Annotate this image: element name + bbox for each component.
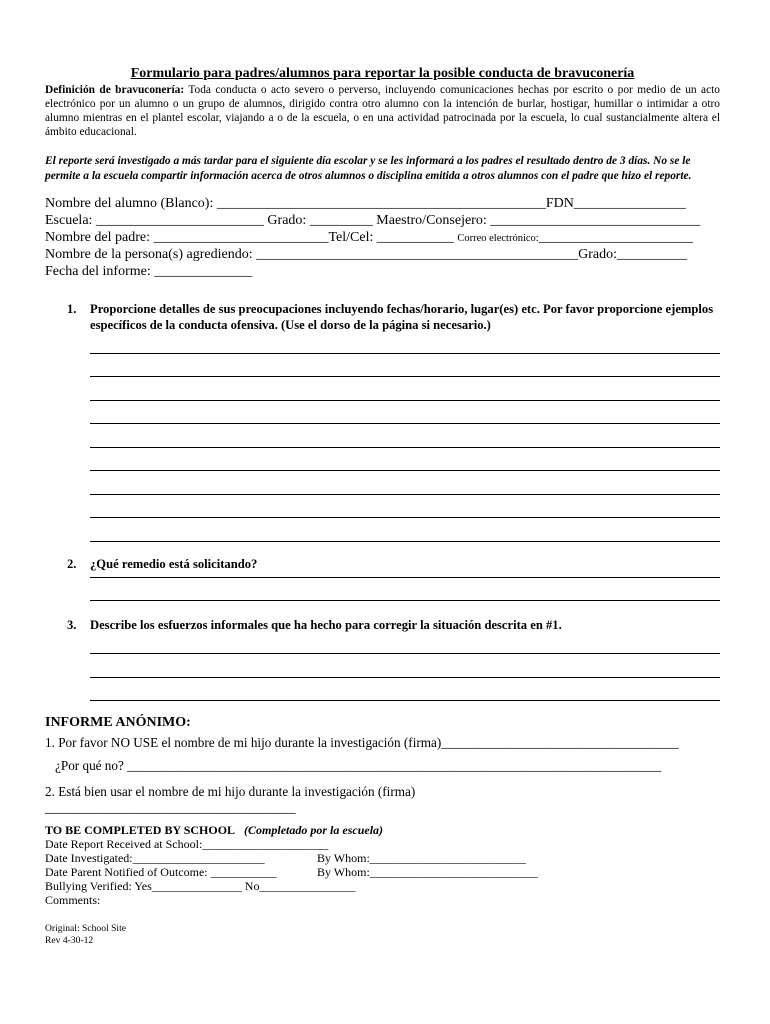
date-notified-field[interactable]: Date Parent Notified of Outcome: ___________ <box>45 865 277 880</box>
answer-lines-1[interactable] <box>45 333 720 542</box>
investigated-by-field[interactable]: By Whom:__________________________ <box>317 851 526 866</box>
answer-line[interactable] <box>90 518 720 542</box>
answer-lines-2[interactable] <box>45 572 720 602</box>
form-title: Formulario para padres/alumnos para reportar la posible conducta de bravuconería <box>130 66 635 81</box>
teacher-blank: ______________________________ <box>490 212 701 228</box>
investigation-notice: El reporte será investigado a más tardar para el siguiente día escolar y se les informará a los padres el resultado dentro de 3 días. No se le permite a la escuela compartir información acerca de otros alumnos o disciplina emitida a otros alumnos con el padre que hizo el reporte. <box>45 155 692 182</box>
investigated-row <box>45 851 720 865</box>
answer-line[interactable] <box>90 333 720 354</box>
question-text: Describe los esfuerzos informales que ha hecho para corregir la situación descrita en #1. <box>90 618 562 633</box>
answer-line[interactable] <box>90 495 720 519</box>
anonymous-report-heading: INFORME ANÓNIMO: <box>45 715 191 731</box>
bullying-verified-field[interactable]: Bullying Verified: Yes_______________ No________________ <box>45 879 356 894</box>
original-copy-note: Original: School Site <box>45 923 127 935</box>
parent-phone-label: Nombre del padre: _________________________Tel/Cel: ___________ <box>45 229 458 245</box>
parent-phone-email-field[interactable] <box>45 230 720 248</box>
answer-line[interactable] <box>90 578 720 602</box>
definition-paragraph <box>45 83 720 139</box>
answer-line[interactable] <box>90 424 720 448</box>
do-not-use-name-signature[interactable]: 1. Por favor NO USE el nombre de mi hijo durante la investigación (firma)____________________________________ <box>45 735 679 751</box>
question-1 <box>45 301 720 333</box>
question-text: ¿Qué remedio está solicitando? <box>90 556 258 571</box>
question-text: Proporcione detalles de sus preocupaciones incluyendo fechas/horario, lugar(es) etc. Por favor proporcione ejemplos específicos de la conducta ofensiva. (Use el dorso de la página si necesario.) <box>90 301 714 332</box>
answer-line[interactable] <box>90 471 720 495</box>
report-date-field[interactable]: Fecha del informe: ______________ <box>45 264 253 280</box>
answer-line[interactable] <box>90 654 720 678</box>
ok-to-use-name-signature[interactable]: ______________________________________ <box>45 800 296 816</box>
notified-by-field[interactable]: By Whom:____________________________ <box>317 865 538 880</box>
answer-line[interactable] <box>90 678 720 702</box>
definition-text: Toda conducta o acto severo o perverso, incluyendo comunicaciones hechas por escrito o por medio de un acto electrónico por un alumno o un grupo de alumnos, dirigido contra otro alumno con la intención de burlar, hostigar, humillar o intimidar a otro alumno mientras en el plantel escolar, viajando a o de la escuela, o en una actividad patrocinada por la escuela, lo cual sustancialmente altera el ámbito educacional. <box>45 84 721 138</box>
question-3 <box>45 617 720 633</box>
question-number: 2. <box>67 556 77 571</box>
aggressor-name-field[interactable]: Nombre de la persona(s) agrediendo: ______________________________________________Grado:__________ <box>45 247 687 263</box>
school-grade-label: Escuela: ________________________ Grado: _________ Maestro/Consejero: <box>45 212 491 228</box>
question-number: 1. <box>67 301 77 316</box>
answer-line[interactable] <box>90 401 720 425</box>
email-blank: ______________________ <box>538 229 693 245</box>
answer-lines-3[interactable] <box>45 633 720 701</box>
student-name-field[interactable]: Nombre del alumno (Blanco): _______________________________________________FDN________________ <box>45 196 686 211</box>
why-not-field[interactable]: ¿Por qué no? _________________________________________________________________________________ <box>55 758 662 774</box>
answer-line[interactable] <box>90 448 720 472</box>
comments-label: Comments: <box>45 893 101 908</box>
form-page <box>45 66 720 947</box>
school-use-section <box>45 823 720 907</box>
question-number: 3. <box>67 618 77 633</box>
ok-to-use-name-label: 2. Está bien usar el nombre de mi hijo durante la investigación (firma) <box>45 784 416 800</box>
answer-line[interactable] <box>90 633 720 654</box>
date-investigated-field[interactable]: Date Investigated:______________________ <box>45 851 265 866</box>
school-grade-teacher-field[interactable] <box>45 213 720 230</box>
answer-line[interactable] <box>90 377 720 401</box>
answer-line[interactable] <box>90 354 720 378</box>
school-use-note: (Completado por la escuela) <box>244 823 384 838</box>
footer <box>45 923 720 947</box>
definition-label: Definición de bravuconería: <box>45 84 185 96</box>
notified-row <box>45 865 720 879</box>
revision-note: Rev 4-30-12 <box>45 935 94 947</box>
question-2 <box>45 556 720 572</box>
email-label: Correo electrónico: <box>457 232 539 244</box>
student-info-fields <box>45 196 720 281</box>
school-use-heading <box>45 823 720 837</box>
school-use-title: TO BE COMPLETED BY SCHOOL <box>45 823 236 838</box>
date-received-field[interactable]: Date Report Received at School:_____________________ <box>45 837 329 852</box>
